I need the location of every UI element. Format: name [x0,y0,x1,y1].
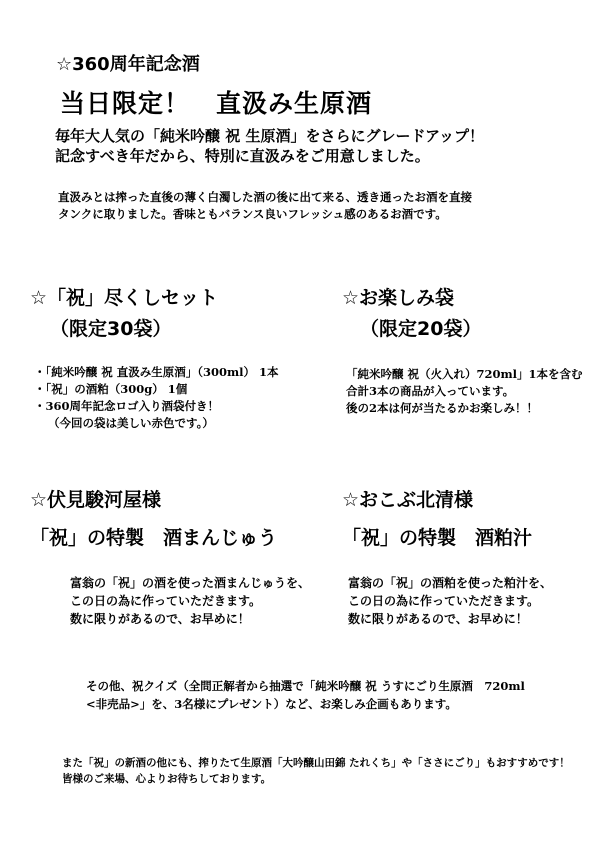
shop-right-product: 「祝」の特製 酒粕汁 [342,527,533,549]
set-left-title: ☆「祝」尽くしセット [30,287,219,309]
shop-left-product: 「祝」の特製 酒まんじゅう [30,527,278,549]
set-right-text [346,366,583,417]
set-right-line: 「純米吟醸 祝（火入れ）720ml」1本を含む [346,367,583,381]
shop-left-line: 富翁の「祝」の酒を使った酒まんじゅうを、 [70,576,311,590]
closing-line-1: また「祝」の新酒の他にも、搾りたて生原酒「大吟醸山田錦 たれくち」や「ささにごり」もおすすめです！ [62,757,570,769]
set-right-title: ☆お楽しみ袋 [342,287,455,309]
set-right-line: 後の2本は何が当たるかお楽しみ！！ [346,401,538,415]
list-item: （今回の袋は美しい赤色です。） [48,416,214,430]
quiz-line-1: その他、祝クイズ（全問正解者から抽選で「純米吟醸 祝 うすにごり生原酒 720ml [86,679,525,693]
shop-right-line: 数に限りがあるので、お早めに！ [348,612,528,626]
closing-text [62,755,570,787]
lead-line-1: 毎年大人気の「純米吟醸 祝 生原酒」をさらにグレードアップ！ [55,127,484,145]
lead-line-2: 記念すべき年だから、特別に直汲みをご用意しました。 [55,147,430,165]
description-line-2: タンクに取りました。香味ともバランス良いフレッシュ感のあるお酒です。 [58,207,447,221]
set-right-line: 合計3本の商品が入っています。 [346,384,515,398]
set-left-limit: （限定30袋） [50,318,172,340]
list-item: ・360周年記念ロゴ入り酒袋付き！ [34,399,220,413]
quiz-line-2: <非売品>」を、3名様にプレゼント）など、お楽しみ企画もあります。 [86,697,457,711]
shop-right-text [348,574,552,628]
shop-left-line: この日の為に作っていただきます。 [70,594,262,608]
anniversary-label: ☆360周年記念酒 [56,54,200,75]
list-item: ・「祝」の酒粕（300g） 1個 [34,382,188,396]
lead-text [55,126,484,166]
description-line-1: 直汲みとは搾った直後の薄く白濁した酒の後に出て来る、透き通ったお酒を直接 [58,190,472,204]
shop-right-line: 富翁の「祝」の酒粕を使った粕汁を、 [348,576,553,590]
shop-left-name: ☆伏見駿河屋様 [30,489,162,511]
set-right-limit: （限定20袋） [360,318,482,340]
shop-left-line: 数に限りがあるので、お早めに！ [70,612,250,626]
shop-left-text [70,574,310,628]
shop-right-name: ☆おこぶ北清様 [342,489,474,511]
list-item: ・「純米吟醸 祝 直汲み生原酒」（300ml） 1本 [34,365,279,379]
page-headline: 当日限定！ 直汲み生原酒 [60,89,373,118]
description-text [58,189,472,223]
set-left-items [34,364,279,432]
shop-right-line: この日の為に作っていただきます。 [348,594,540,608]
closing-line-2: 皆様のご来場、心よりお待ちしております。 [62,773,272,785]
quiz-text [86,677,525,713]
